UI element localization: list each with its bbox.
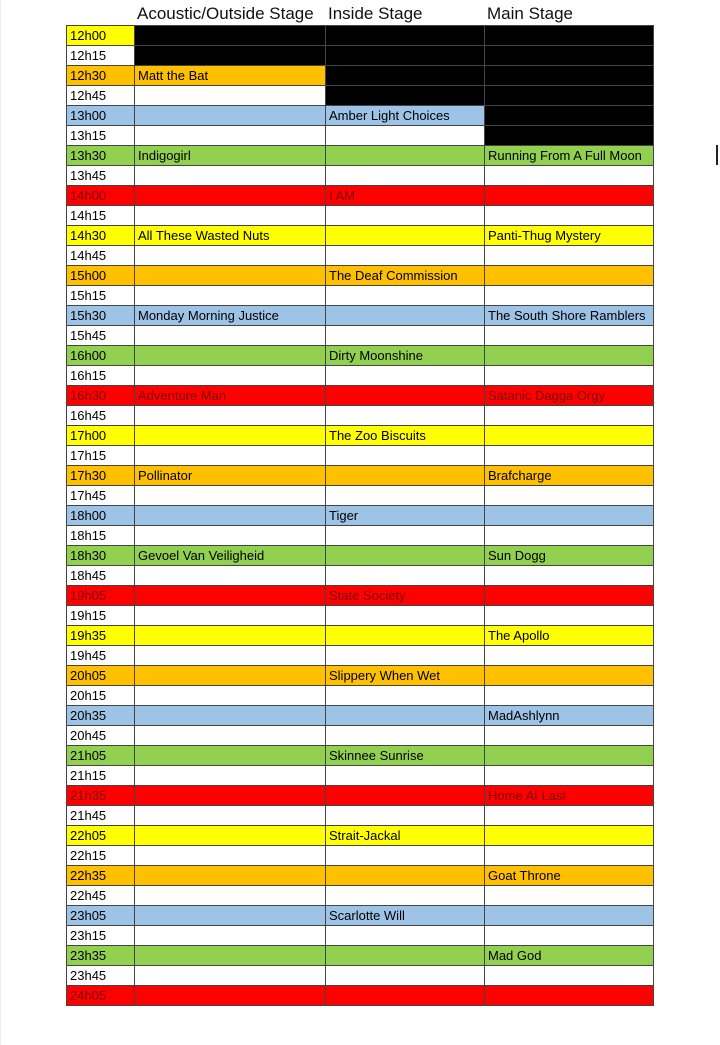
table-row — [67, 446, 654, 466]
time-cell: 18h15 — [67, 526, 135, 546]
main-stage-cell — [485, 806, 654, 826]
main-stage-cell — [485, 186, 654, 206]
inside-stage-cell — [326, 986, 485, 1006]
table-row — [67, 426, 654, 446]
inside-stage-cell — [326, 466, 485, 486]
inside-stage-cell: The Deaf Commission — [326, 266, 485, 286]
header-main-stage: Main Stage — [487, 4, 573, 23]
acoustic-stage-cell — [135, 886, 326, 906]
acoustic-stage-cell — [135, 86, 326, 106]
main-stage-cell — [485, 906, 654, 926]
time-cell: 22h35 — [67, 866, 135, 886]
main-stage-cell — [485, 126, 654, 146]
table-row — [67, 286, 654, 306]
acoustic-stage-cell — [135, 286, 326, 306]
main-stage-cell — [485, 166, 654, 186]
table-row — [67, 226, 654, 246]
header-acoustic-stage: Acoustic/Outside Stage — [137, 4, 314, 23]
time-cell: 18h30 — [67, 546, 135, 566]
time-cell: 18h45 — [67, 566, 135, 586]
table-row — [67, 726, 654, 746]
acoustic-stage-cell — [135, 986, 326, 1006]
time-cell: 21h45 — [67, 806, 135, 826]
table-row — [67, 246, 654, 266]
main-stage-cell — [485, 286, 654, 306]
table-row — [67, 306, 654, 326]
inside-stage-cell — [326, 166, 485, 186]
main-stage-cell — [485, 66, 654, 86]
inside-stage-cell — [326, 226, 485, 246]
acoustic-stage-cell — [135, 626, 326, 646]
time-cell: 14h30 — [67, 226, 135, 246]
inside-stage-cell — [326, 866, 485, 886]
table-row — [67, 746, 654, 766]
time-cell: 19h05 — [67, 586, 135, 606]
table-row — [67, 806, 654, 826]
time-cell: 12h45 — [67, 86, 135, 106]
table-row — [67, 666, 654, 686]
main-stage-cell — [485, 966, 654, 986]
inside-stage-cell — [326, 886, 485, 906]
acoustic-stage-cell — [135, 106, 326, 126]
time-cell: 23h35 — [67, 946, 135, 966]
table-row — [67, 26, 654, 46]
inside-stage-cell — [326, 686, 485, 706]
inside-stage-cell: The Zoo Biscuits — [326, 426, 485, 446]
main-stage-cell — [485, 446, 654, 466]
table-row — [67, 826, 654, 846]
inside-stage-cell — [326, 326, 485, 346]
main-stage-cell — [485, 766, 654, 786]
table-row — [67, 606, 654, 626]
main-stage-cell — [485, 206, 654, 226]
time-cell: 20h35 — [67, 706, 135, 726]
table-row — [67, 566, 654, 586]
main-stage-cell — [485, 486, 654, 506]
inside-stage-cell: Amber Light Choices — [326, 106, 485, 126]
main-stage-cell: Satanic Dagga Orgy — [485, 386, 654, 406]
inside-stage-cell — [326, 306, 485, 326]
time-cell: 15h15 — [67, 286, 135, 306]
inside-stage-cell — [326, 26, 485, 46]
table-row — [67, 786, 654, 806]
main-stage-cell — [485, 926, 654, 946]
inside-stage-cell: Dirty Moonshine — [326, 346, 485, 366]
inside-stage-cell — [326, 406, 485, 426]
acoustic-stage-cell — [135, 346, 326, 366]
time-cell: 19h15 — [67, 606, 135, 626]
main-stage-cell — [485, 986, 654, 1006]
main-stage-cell — [485, 266, 654, 286]
time-cell: 17h30 — [67, 466, 135, 486]
acoustic-stage-cell — [135, 506, 326, 526]
inside-stage-cell — [326, 126, 485, 146]
inside-stage-cell — [326, 246, 485, 266]
main-stage-cell — [485, 666, 654, 686]
inside-stage-cell — [326, 706, 485, 726]
main-stage-cell: MadAshlynn — [485, 706, 654, 726]
acoustic-stage-cell — [135, 766, 326, 786]
inside-stage-cell: Tiger — [326, 506, 485, 526]
main-stage-cell — [485, 406, 654, 426]
table-row — [67, 126, 654, 146]
main-stage-cell — [485, 326, 654, 346]
acoustic-stage-cell — [135, 166, 326, 186]
table-row — [67, 266, 654, 286]
inside-stage-cell: Strait-Jackal — [326, 826, 485, 846]
main-stage-cell — [485, 86, 654, 106]
acoustic-stage-cell — [135, 426, 326, 446]
inside-stage-cell — [326, 726, 485, 746]
time-cell: 23h15 — [67, 926, 135, 946]
main-stage-cell — [485, 846, 654, 866]
table-row — [67, 546, 654, 566]
main-stage-cell: Sun Dogg — [485, 546, 654, 566]
acoustic-stage-cell — [135, 46, 326, 66]
inside-stage-cell — [326, 926, 485, 946]
acoustic-stage-cell — [135, 926, 326, 946]
table-row — [67, 586, 654, 606]
acoustic-stage-cell: Gevoel Van Veiligheid — [135, 546, 326, 566]
inside-stage-cell — [326, 386, 485, 406]
time-cell: 14h15 — [67, 206, 135, 226]
acoustic-stage-cell — [135, 186, 326, 206]
table-row — [67, 386, 654, 406]
main-stage-cell — [485, 686, 654, 706]
time-cell: 23h05 — [67, 906, 135, 926]
time-cell: 16h30 — [67, 386, 135, 406]
acoustic-stage-cell — [135, 966, 326, 986]
acoustic-stage-cell — [135, 666, 326, 686]
table-row — [67, 466, 654, 486]
inside-stage-cell — [326, 526, 485, 546]
time-cell: 13h15 — [67, 126, 135, 146]
inside-stage-cell — [326, 66, 485, 86]
table-row — [67, 766, 654, 786]
main-stage-cell — [485, 426, 654, 446]
acoustic-stage-cell — [135, 586, 326, 606]
inside-stage-cell — [326, 966, 485, 986]
main-stage-cell — [485, 566, 654, 586]
time-cell: 20h15 — [67, 686, 135, 706]
main-stage-cell — [485, 826, 654, 846]
inside-stage-cell: Scarlotte Will — [326, 906, 485, 926]
inside-stage-cell — [326, 146, 485, 166]
time-cell: 21h05 — [67, 746, 135, 766]
edge-mark — [716, 145, 718, 165]
time-cell: 20h45 — [67, 726, 135, 746]
schedule-body — [67, 26, 654, 1006]
acoustic-stage-cell — [135, 826, 326, 846]
main-stage-cell — [485, 246, 654, 266]
acoustic-stage-cell — [135, 326, 326, 346]
acoustic-stage-cell — [135, 246, 326, 266]
time-cell: 13h30 — [67, 146, 135, 166]
acoustic-stage-cell: Adventure Man — [135, 386, 326, 406]
acoustic-stage-cell — [135, 706, 326, 726]
acoustic-stage-cell — [135, 786, 326, 806]
inside-stage-cell — [326, 626, 485, 646]
table-row — [67, 846, 654, 866]
table-row — [67, 166, 654, 186]
main-stage-cell — [485, 646, 654, 666]
acoustic-stage-cell — [135, 526, 326, 546]
header-inside-stage: Inside Stage — [328, 4, 423, 23]
main-stage-cell: The South Shore Ramblers — [485, 306, 654, 326]
table-row — [67, 206, 654, 226]
table-row — [67, 186, 654, 206]
inside-stage-cell — [326, 486, 485, 506]
time-cell: 19h35 — [67, 626, 135, 646]
inside-stage-cell — [326, 546, 485, 566]
time-cell: 21h35 — [67, 786, 135, 806]
inside-stage-cell: I AM — [326, 186, 485, 206]
time-cell: 12h30 — [67, 66, 135, 86]
main-stage-cell — [485, 46, 654, 66]
table-row — [67, 506, 654, 526]
main-stage-cell — [485, 346, 654, 366]
time-cell: 23h45 — [67, 966, 135, 986]
time-cell: 15h45 — [67, 326, 135, 346]
main-stage-cell: The Apollo — [485, 626, 654, 646]
table-row — [67, 406, 654, 426]
inside-stage-cell — [326, 606, 485, 626]
time-cell: 17h00 — [67, 426, 135, 446]
acoustic-stage-cell — [135, 26, 326, 46]
inside-stage-cell: State Society — [326, 586, 485, 606]
table-row — [67, 946, 654, 966]
acoustic-stage-cell — [135, 406, 326, 426]
acoustic-stage-cell — [135, 806, 326, 826]
table-row — [67, 46, 654, 66]
table-row — [67, 626, 654, 646]
table-row — [67, 486, 654, 506]
table-row — [67, 346, 654, 366]
table-row — [67, 926, 654, 946]
main-stage-cell — [485, 26, 654, 46]
main-stage-cell — [485, 746, 654, 766]
time-cell: 24h05 — [67, 986, 135, 1006]
main-stage-cell — [485, 366, 654, 386]
table-row — [67, 646, 654, 666]
inside-stage-cell — [326, 786, 485, 806]
table-row — [67, 66, 654, 86]
stage-headers — [0, 0, 720, 26]
table-row — [67, 526, 654, 546]
time-cell: 22h05 — [67, 826, 135, 846]
acoustic-stage-cell: Indigogirl — [135, 146, 326, 166]
acoustic-stage-cell: Monday Morning Justice — [135, 306, 326, 326]
time-cell: 16h45 — [67, 406, 135, 426]
time-cell: 12h15 — [67, 46, 135, 66]
main-stage-cell: Mad God — [485, 946, 654, 966]
acoustic-stage-cell — [135, 726, 326, 746]
acoustic-stage-cell — [135, 486, 326, 506]
acoustic-stage-cell: Matt the Bat — [135, 66, 326, 86]
time-cell: 22h15 — [67, 846, 135, 866]
main-stage-cell: Home At Last — [485, 786, 654, 806]
main-stage-cell — [485, 726, 654, 746]
acoustic-stage-cell — [135, 446, 326, 466]
table-row — [67, 106, 654, 126]
table-row — [67, 986, 654, 1006]
acoustic-stage-cell — [135, 906, 326, 926]
inside-stage-cell: Slippery When Wet — [326, 666, 485, 686]
main-stage-cell — [485, 586, 654, 606]
table-row — [67, 866, 654, 886]
main-stage-cell: Brafcharge — [485, 466, 654, 486]
inside-stage-cell — [326, 446, 485, 466]
inside-stage-cell — [326, 86, 485, 106]
inside-stage-cell — [326, 366, 485, 386]
time-cell: 20h05 — [67, 666, 135, 686]
acoustic-stage-cell — [135, 946, 326, 966]
schedule-table — [66, 25, 654, 1006]
time-cell: 13h45 — [67, 166, 135, 186]
table-row — [67, 966, 654, 986]
inside-stage-cell — [326, 46, 485, 66]
main-stage-cell: Goat Throne — [485, 866, 654, 886]
time-cell: 17h15 — [67, 446, 135, 466]
acoustic-stage-cell — [135, 126, 326, 146]
acoustic-stage-cell — [135, 566, 326, 586]
inside-stage-cell — [326, 646, 485, 666]
inside-stage-cell — [326, 286, 485, 306]
acoustic-stage-cell: Pollinator — [135, 466, 326, 486]
table-row — [67, 906, 654, 926]
page-edge — [0, 0, 1, 1045]
acoustic-stage-cell — [135, 866, 326, 886]
acoustic-stage-cell — [135, 686, 326, 706]
time-cell: 13h00 — [67, 106, 135, 126]
time-cell: 19h45 — [67, 646, 135, 666]
table-row — [67, 366, 654, 386]
time-cell: 12h00 — [67, 26, 135, 46]
main-stage-cell — [485, 886, 654, 906]
time-cell: 15h30 — [67, 306, 135, 326]
inside-stage-cell — [326, 946, 485, 966]
acoustic-stage-cell: All These Wasted Nuts — [135, 226, 326, 246]
acoustic-stage-cell — [135, 746, 326, 766]
time-cell: 17h45 — [67, 486, 135, 506]
time-cell: 18h00 — [67, 506, 135, 526]
inside-stage-cell — [326, 806, 485, 826]
table-row — [67, 886, 654, 906]
acoustic-stage-cell — [135, 606, 326, 626]
main-stage-cell — [485, 606, 654, 626]
table-row — [67, 326, 654, 346]
table-row — [67, 686, 654, 706]
time-cell: 14h45 — [67, 246, 135, 266]
acoustic-stage-cell — [135, 846, 326, 866]
main-stage-cell — [485, 526, 654, 546]
main-stage-cell — [485, 506, 654, 526]
inside-stage-cell — [326, 566, 485, 586]
acoustic-stage-cell — [135, 266, 326, 286]
main-stage-cell: Panti-Thug Mystery — [485, 226, 654, 246]
time-cell: 21h15 — [67, 766, 135, 786]
table-row — [67, 86, 654, 106]
time-cell: 16h00 — [67, 346, 135, 366]
time-cell: 14h00 — [67, 186, 135, 206]
main-stage-cell: Running From A Full Moon — [485, 146, 654, 166]
acoustic-stage-cell — [135, 206, 326, 226]
acoustic-stage-cell — [135, 646, 326, 666]
table-row — [67, 146, 654, 166]
inside-stage-cell: Skinnee Sunrise — [326, 746, 485, 766]
table-row — [67, 706, 654, 726]
time-cell: 16h15 — [67, 366, 135, 386]
time-cell: 22h45 — [67, 886, 135, 906]
inside-stage-cell — [326, 846, 485, 866]
inside-stage-cell — [326, 766, 485, 786]
acoustic-stage-cell — [135, 366, 326, 386]
main-stage-cell — [485, 106, 654, 126]
inside-stage-cell — [326, 206, 485, 226]
time-cell: 15h00 — [67, 266, 135, 286]
